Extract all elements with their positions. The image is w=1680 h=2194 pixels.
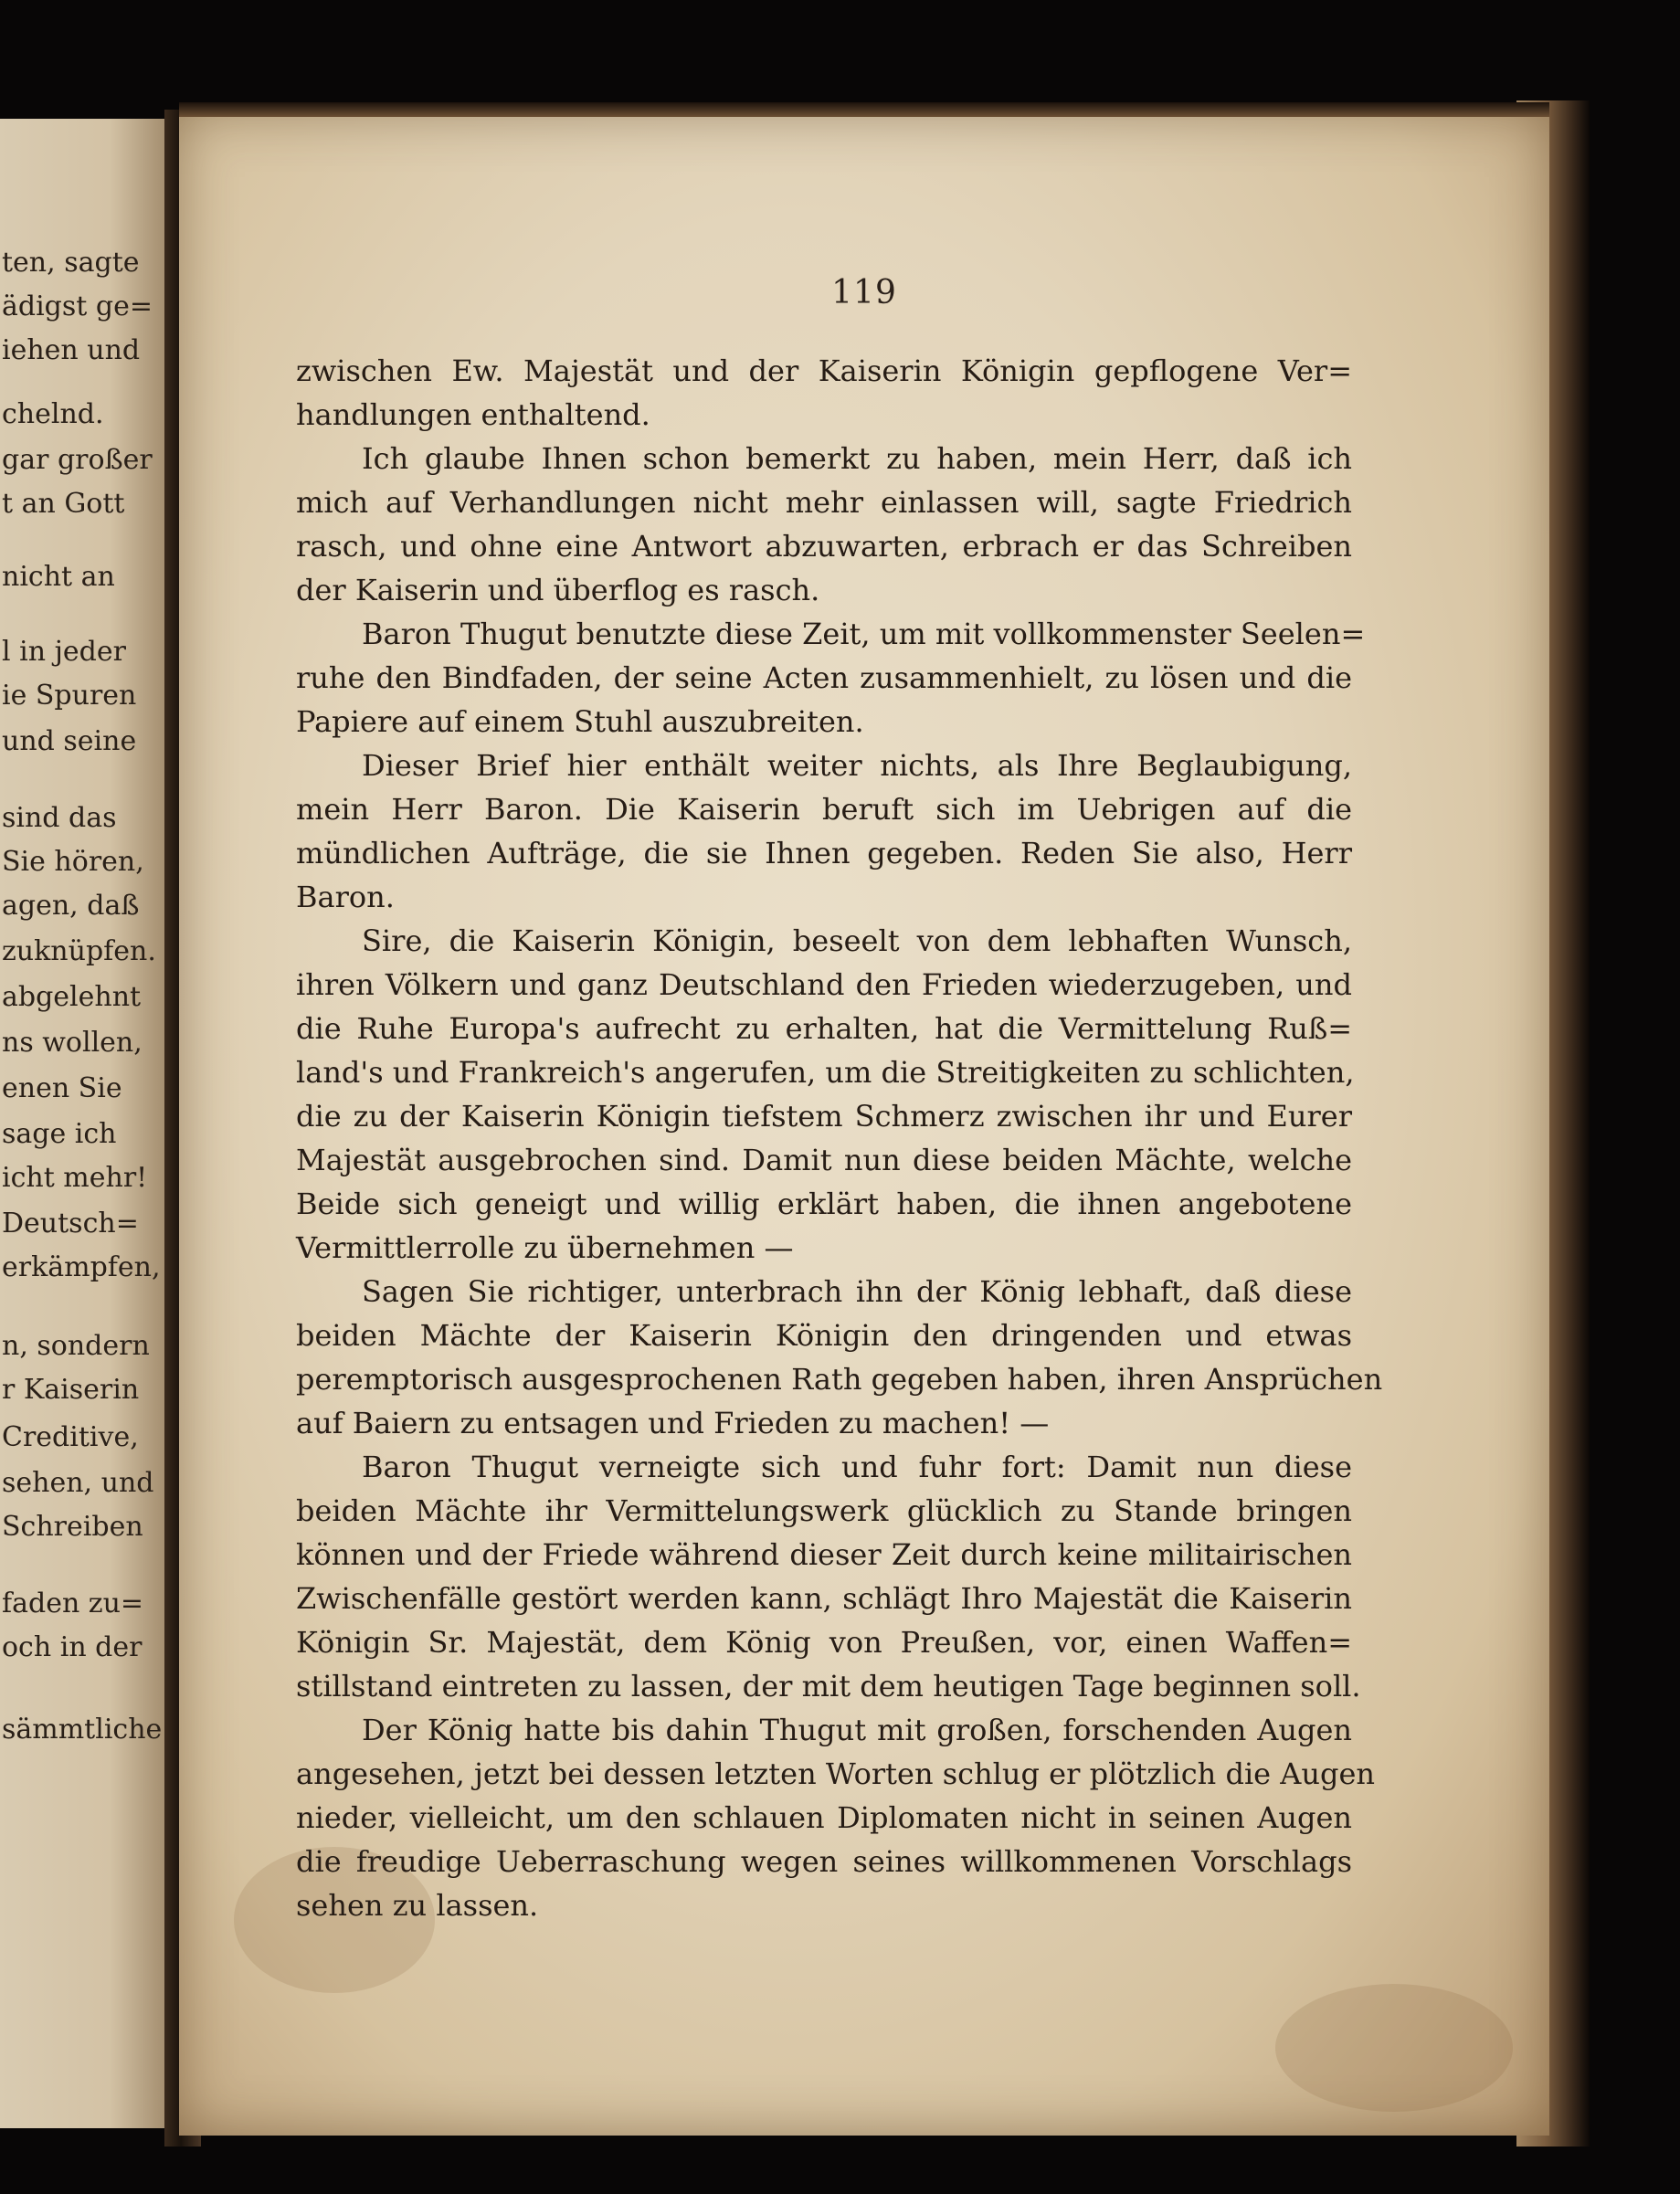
text-line: auf Baiern zu entsagen und Frieden zu machen! — — [296, 1406, 1050, 1440]
text-line: der Kaiserin und überflog es rasch. — [296, 573, 820, 607]
text-line: beiden Mächte der Kaiserin Königin den dringenden und etwas — [296, 1318, 1352, 1353]
facing-page-text-fragment: Creditive, — [2, 1421, 139, 1453]
text-line: land's und Frankreich's angerufen, um die Streitigkeiten zu schlichten, — [296, 1055, 1355, 1090]
text-line: die zu der Kaiserin Königin tiefstem Schmerz zwischen ihr und Eurer — [296, 1099, 1352, 1134]
text-line: Majestät ausgebrochen sind. Damit nun diese beiden Mächte, welche — [296, 1143, 1352, 1177]
text-line: mündlichen Aufträge, die sie Ihnen gegeben. Reden Sie also, Herr — [296, 836, 1352, 870]
facing-page-text-fragment: Sie hören, — [2, 846, 144, 878]
text-line: stillstand eintreten zu lassen, der mit dem heutigen Tage beginnen soll. — [296, 1669, 1361, 1704]
facing-page-text-fragment: icht mehr! — [2, 1162, 148, 1194]
text-line: nieder, vielleicht, um den schlauen Diplomaten nicht in seinen Augen — [296, 1800, 1352, 1835]
facing-page-text-fragment: faden zu= — [2, 1587, 144, 1619]
text-line: mich auf Verhandlungen nicht mehr einlassen will, sagte Friedrich — [296, 485, 1352, 520]
text-line: Baron. — [296, 880, 395, 914]
text-line: zwischen Ew. Majestät und der Kaiserin Königin gepflogene Ver= — [296, 353, 1352, 388]
page-number: 119 — [831, 274, 897, 311]
facing-page-text-fragment: sage ich — [2, 1118, 117, 1150]
facing-page-text-fragment: ten, sagte — [2, 247, 140, 279]
text-line: Der König hatte bis dahin Thugut mit großen, forschenden Augen — [362, 1713, 1352, 1747]
text-line: können und der Friede während dieser Zeit durch keine militairischen — [296, 1537, 1352, 1572]
text-line: die Ruhe Europa's aufrecht zu erhalten, hat die Vermittelung Ruß= — [296, 1011, 1352, 1046]
facing-page-text-fragment: Schreiben — [2, 1511, 143, 1543]
facing-page-text-fragment: ie Spuren — [2, 680, 137, 712]
facing-page-text-fragment: agen, daß — [2, 890, 140, 922]
text-line: peremptorisch ausgesprochenen Rath gegeben haben, ihren Ansprüchen — [296, 1362, 1383, 1397]
text-line: die freudige Ueberraschung wegen seines willkommenen Vorschlags — [296, 1844, 1352, 1879]
facing-page-text-fragment: ädigst ge= — [2, 290, 153, 322]
text-line: rasch, und ohne eine Antwort abzuwarten, erbrach er das Schreiben — [296, 529, 1352, 564]
page-body-text — [296, 349, 1383, 1927]
text-line: handlungen enthaltend. — [296, 397, 650, 432]
text-line: Papiere auf einem Stuhl auszubreiten. — [296, 704, 864, 739]
text-line: ruhe den Bindfaden, der seine Acten zusammenhielt, zu lösen und die — [296, 660, 1352, 695]
facing-page-text-fragment: und seine — [2, 725, 137, 757]
page-edge-top — [179, 102, 1549, 117]
facing-page-text-fragment: sind das — [2, 802, 117, 834]
text-line: Sire, die Kaiserin Königin, beseelt von dem lebhaften Wunsch, — [362, 923, 1352, 958]
facing-page-text-fragment: zuknüpfen. — [2, 935, 156, 967]
text-line: Zwischenfälle gestört werden kann, schlägt Ihro Majestät die Kaiserin — [296, 1581, 1352, 1616]
facing-page-text-fragment: gar großer — [2, 444, 153, 476]
facing-page-text-fragment: nicht an — [2, 561, 115, 593]
text-line: Baron Thugut verneigte sich und fuhr fort: Damit nun diese — [362, 1450, 1352, 1484]
paper-stain — [1275, 1984, 1513, 2112]
text-line: Königin Sr. Majestät, dem König von Preußen, vor, einen Waffen= — [296, 1625, 1352, 1660]
text-line: Dieser Brief hier enthält weiter nichts, als Ihre Beglaubigung, — [362, 748, 1352, 783]
facing-page-text-fragment: abgelehnt — [2, 981, 142, 1013]
text-line: Beide sich geneigt und willig erklärt haben, die ihnen angebotene — [296, 1187, 1352, 1221]
text-line: Vermittlerrolle zu übernehmen — — [296, 1230, 794, 1265]
facing-page-text-fragment: l in jeder — [2, 636, 126, 668]
facing-page-text-fragment: och in der — [2, 1631, 143, 1663]
facing-page-text-fragment: r Kaiserin — [2, 1374, 140, 1406]
facing-page-text-fragment: chelnd. — [2, 398, 104, 430]
facing-page-left — [0, 119, 183, 2128]
facing-page-text-fragment: erkämpfen, — [2, 1251, 161, 1283]
text-line: ihren Völkern und ganz Deutschland den Frieden wiederzugeben, und — [296, 967, 1352, 1002]
text-line: sehen zu lassen. — [296, 1888, 539, 1923]
facing-page-text-fragment: sämmtliche — [2, 1714, 163, 1746]
facing-page-text-fragment: Deutsch= — [2, 1208, 139, 1239]
book-page — [179, 111, 1549, 2136]
facing-page-text-fragment: ns wollen, — [2, 1027, 143, 1059]
text-line: Sagen Sie richtiger, unterbrach ihn der König lebhaft, daß diese — [362, 1274, 1352, 1309]
text-line: beiden Mächte ihr Vermittelungswerk glücklich zu Stande bringen — [296, 1493, 1352, 1528]
facing-page-text-fragment: enen Sie — [2, 1072, 122, 1104]
text-line: angesehen, jetzt bei dessen letzten Worten schlug er plötzlich die Augen — [296, 1756, 1376, 1791]
text-line: mein Herr Baron. Die Kaiserin beruft sich im Uebrigen auf die — [296, 792, 1352, 827]
facing-page-text-fragment: iehen und — [2, 334, 141, 366]
text-line: Baron Thugut benutzte diese Zeit, um mit vollkommenster Seelen= — [362, 617, 1366, 651]
facing-page-text-fragment: sehen, und — [2, 1467, 154, 1499]
text-line: Ich glaube Ihnen schon bemerkt zu haben, mein Herr, daß ich — [362, 441, 1352, 476]
facing-page-text-fragment: n, sondern — [2, 1330, 150, 1362]
facing-page-text-fragment: t an Gott — [2, 488, 125, 520]
